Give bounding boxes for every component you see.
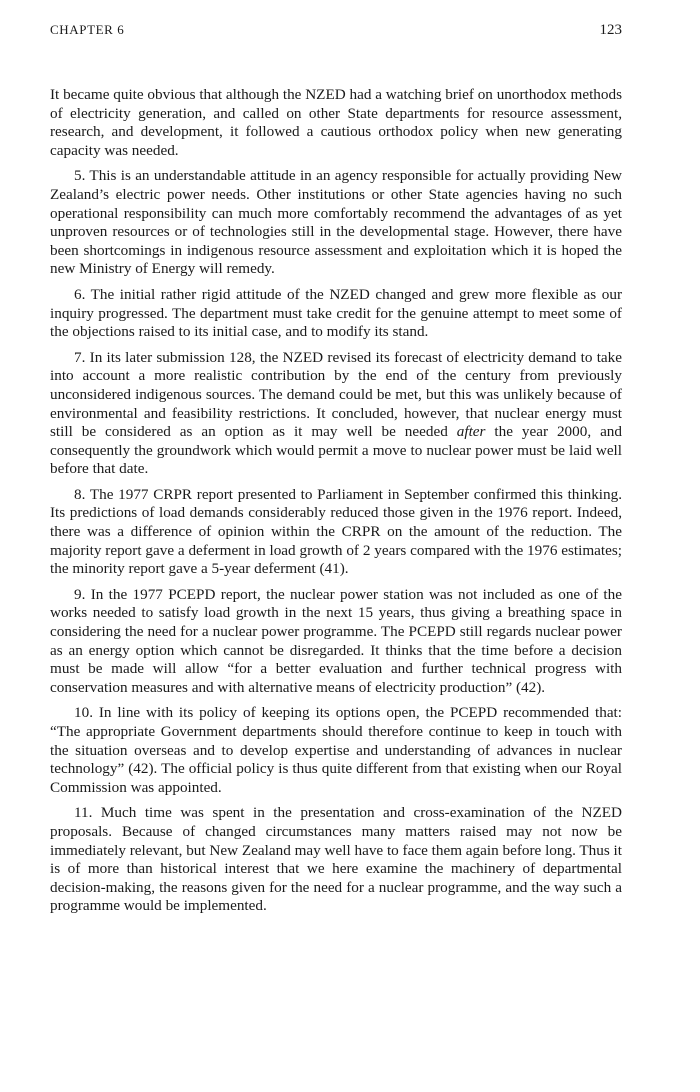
paragraph-7: 7. In its later submission 128, the NZED revised its forecast of electricity demand to take into account a more realistic contribution by the end of the century from previously unconsidered indigenous sources. The demand could be met, but this was unlikely because of environmental and feasibility restrictions. It concluded, however, that nuclear energy must still be considered as an option as it may well be needed after the year 2000, and consequently the groundwork which would permit a move to nuclear power must be laid well before that date. xyxy=(50,348,622,478)
chapter-label: CHAPTER 6 xyxy=(50,22,125,37)
paragraph-5: 5. This is an understandable attitude in an agency responsible for actually providing New Zealand’s electric power needs. Other institutions or other State agencies having no such operational responsibility can much more comfortably recommend the advantages of as yet unproven resources or of technologies still in the developmental stage. However, there have been shortcomings in indigenous resource assessment and exploitation which it is hoped the new Ministry of Energy will remedy. xyxy=(50,167,622,278)
emphasis-after: after xyxy=(456,423,486,441)
paragraph-10: 10. In line with its policy of keeping its options open, the PCEPD recommended that: “The appropriate Government departments should therefore continue to keep in touch with the situation overseas and to develop expertise and understanding of advances in nuclear technology” (42). The official policy is thus quite different from that existing when our Royal Commission was appointed. xyxy=(50,704,622,796)
paragraph-9: 9. In the 1977 PCEPD report, the nuclear power station was not included as one of the works needed to satisfy load growth in the next 15 years, thus giving a breathing space in considering the need for a nuclear power programme. The PCEPD still regards nuclear power as an energy option which cannot be disregarded. It thinks that the time before a decision must be made will allow “for a better evaluation and further technical progress with conservation measures and with alternative means of electricity production” (42). xyxy=(50,585,622,696)
paragraph-intro: It became quite obvious that although the NZED had a watching brief on unorthodox methods of electricity generation, and called on other State departments for resource assessment, research, and development, it followed a cautious orthodox policy when new generating capacity was needed. xyxy=(50,86,622,159)
paragraph-8: 8. The 1977 CRPR report presented to Parliament in September confirmed this thinking. Its predictions of load demands considerably reduced those given in the 1976 report. Indeed, there was a difference of opinion within the CRPR on the amount of the reduction. The majority report gave a deferment in load growth of 2 years compared with the 1976 estimates; the minority report gave a 5-year deferment (41). xyxy=(50,485,622,578)
page-number: 123 xyxy=(599,22,622,38)
paragraph-11: 11. Much time was spent in the presentation and cross-examination of the NZED proposals. Because of changed circumstances many matters raised may not now be immediately relevant, but New Zealand may well have to face them again before long. Thus it is of more than historical interest that we here examine the machinery of departmental decision-making, the reasons given for the need for a nuclear programme, and the way such a programme would be implemented. xyxy=(50,804,623,915)
paragraph-6: 6. The initial rather rigid attitude of the NZED changed and grew more flexible as our inquiry progressed. The department must take credit for the genuine attempt to meet some of the objections raised to its initial case, and to modify its stand. xyxy=(50,285,622,341)
document-page xyxy=(50,22,622,923)
running-header xyxy=(50,22,622,46)
